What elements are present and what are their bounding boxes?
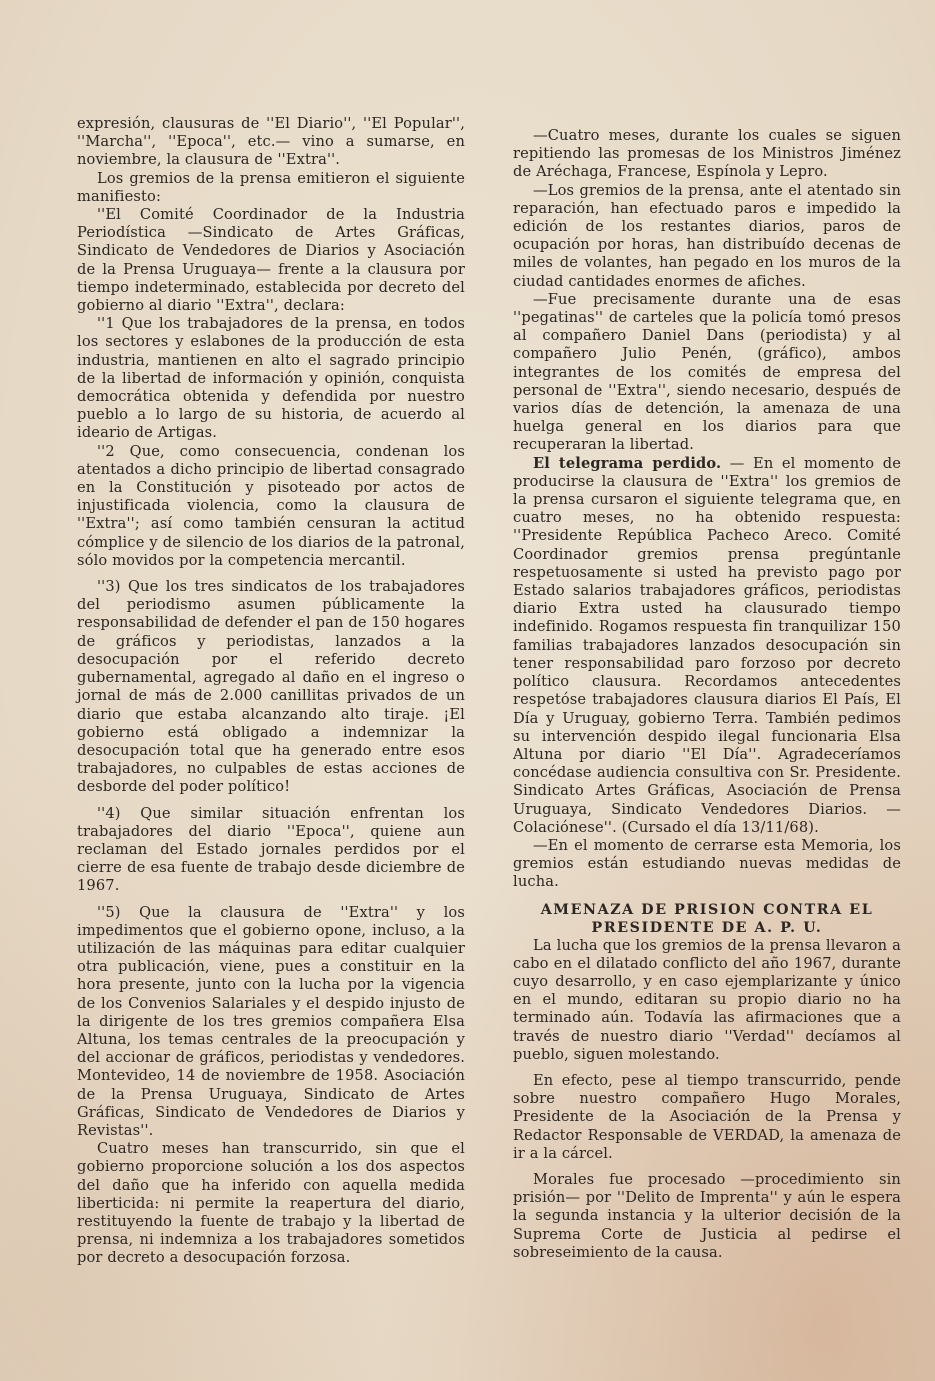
paragraph: Morales fue procesado —procedimiento sin prisión— por ''Delito de Imprenta'' y aún le espera la segunda instancia y la ulterior decisión de la Suprema Corte de Justicia al pedirse el sobreseimiento de la causa. [513, 1170, 901, 1261]
telegram-paragraph [513, 455, 901, 837]
paragraph: En efecto, pese al tiempo transcurrido, pende sobre nuestro compañero Hugo Morales, Presidente de la Asociación de la Prensa y Redactor Responsable de VERDAD, la amenaza de ir a la cárcel. [513, 1071, 901, 1162]
left-column [77, 115, 465, 1268]
paragraph: —Fue precisamente durante una de esas ''pegatinas'' de carteles que la policía tomó presos al compañero Daniel Dans (periodista) y al compañero Julio Penén, (gráfico), ambos integrantes de los comités de empresa del personal de ''Extra'', siendo necesario, después de varios días de detención, la amenaza de una huelga general en los diarios para que recuperaran la libertad. [513, 290, 901, 454]
section-heading [513, 901, 901, 937]
paragraph: Cuatro meses han transcurrido, sin que el gobierno proporcione solución a los dos aspectos del daño que ha inferido con aquella medida liberticida: ni permite la reapertura del diario, restituyendo la fuente de trabajo y la libertad de prensa, ni indemniza a los trabajadores sometidos por decreto a desocupación forzosa. [77, 1140, 465, 1267]
heading-line: AMENAZA DE PRISION CONTRA EL [540, 901, 874, 918]
manifesto-point-4: ''4) Que similar situación enfrentan los trabajadores del diario ''Epoca'', quiene aun reclaman del Estado jornales perdidos por el cierre de esa fuente de trabajo desde diciembre de 1967. [77, 804, 465, 895]
paragraph: expresión, clausuras de ''El Diario'', ''El Popular'', ''Marcha'', ''Epoca'', etc.— vino a sumarse, en noviembre, la clausura de ''Extra''. [77, 115, 465, 169]
manifesto-point-3: ''3) Que los tres sindicatos de los trabajadores del periodismo asumen públicamente la responsabilidad de defender el pan de 150 hogares de gráficos y periodistas, lanzados a la desocupación por el referido decreto gubernamental, agregado al daño en el ingreso o jornal de más de 2.000 canillitas privados de un diario que estaba alcanzando alto tiraje. ¡El gobierno está obligado a indemnizar la desocupación total que ha generado entre esos trabajadores, no culpables de estas acciones de desborde del poder político! [77, 578, 465, 796]
manifesto-point-5: ''5) Que la clausura de ''Extra'' y los impedimentos que el gobierno opone, incluso, a la utilización de las máquinas para editar cualquier otra publicación, viene, pues a constituir en la hora presente, junto con la lucha por la vigencia de los Convenios Salariales y el despido injusto de la dirigente de los tres gremios compañera Elsa Altuna, los temas centrales de la preocupación y del accionar de gráficos, periodistas y vendedores. Montevideo, 14 de noviembre de 1958. Asociación de la Prensa Uruguaya, Sindicato de Artes Gráficas, Sindicato de Vendedores de Diarios y Revistas''. [77, 903, 465, 1139]
right-column [513, 127, 901, 1262]
manifesto-intro: ''El Comité Coordinador de la Industria Periodística —Sindicato de Artes Gráficas, Sindicato de Vendedores de Diarios y Asociación de la Prensa Uruguaya— frente a la clausura por tiempo indeterminado, establecida por decreto del gobierno al diario ''Extra'', declara: [77, 206, 465, 315]
manifesto-point-2: ''2 Que, como consecuencia, condenan los atentados a dicho principio de libertad consagrado en la Constitución y pisoteado por actos de injustificada violencia, como la clausura de ''Extra''; así como también censuran la actitud cómplice y de silencio de los diarios de la patronal, sólo movidos por la competencia mercantil. [77, 442, 465, 569]
heading-line: PRESIDENTE DE A. P. U. [591, 919, 823, 936]
closing-note: —En el momento de cerrarse esta Memoria, los gremios están estudiando nuevas medidas de lucha. [513, 836, 901, 891]
paragraph: La lucha que los gremios de la prensa llevaron a cabo en el dilatado conflicto del año 1967, durante cuyo desarrollo, y en caso ejemplarizante y único en el mundo, editaran su propio diario no ha terminado aún. Todavía las afirmaciones que a través de nuestro diario ''Verdad'' decíamos al pueblo, siguen molestando. [513, 936, 901, 1063]
paragraph: Los gremios de la prensa emitieron el siguiente manifiesto: [77, 169, 465, 205]
paragraph: —Los gremios de la prensa, ante el atentado sin reparación, han efectuado paros e impedido la edición de los restantes diarios, paros de ocupación por horas, han distribuído decenas de miles de volantes, han pegado en los muros de la ciudad cantidades enormes de afiches. [513, 181, 901, 290]
paragraph: —Cuatro meses, durante los cuales se siguen repitiendo las promesas de los Ministros Jiménez de Aréchaga, Francese, Espínola y Lepro. [513, 127, 901, 181]
telegram-text: — En el momento de producirse la clausura de ''Extra'' los gremios de la prensa cursaron el siguiente telegrama que, en cuatro meses, no ha obtenido respuesta: ''Presidente República Pacheco Areco. Comité Coordinador gremios prensa pregúntanle respetuosamente si usted ha previsto pago por Estado salarios trabajadores gráficos, periodistas diario Extra usted ha clausurado tiempo indefinido. Rogamos respuesta fin tranquilizar 150 familias trabajadores lanzados desocupación sin tener responsabilidad paro forzoso por decreto político clausura. Recordamos antecedentes respetóse trabajadores clausura diarios El País, El Día y Uruguay, gobierno Terra. También pedimos su intervención despido ilegal funcionaria Elsa Altuna por diario ''El Día''. Agradeceríamos concédase audiencia consultiva con Sr. Presidente. Sindicato Artes Gráficas, Asociación de Prensa Uruguaya, Sindicato Vendedores Diarios. — Colaciónese''. (Cursado el día 13/11/68). [513, 454, 901, 836]
telegram-subheading: El telegrama perdido. [533, 454, 722, 472]
manifesto-point-1: ''1 Que los trabajadores de la prensa, en todos los sectores y eslabones de la producción de esta industria, mantienen en alto el sagrado principio de la libertad de información y opinión, conquista democrática obtenida y defendida por nuestro pueblo a lo largo de su historia, de acuerdo al ideario de Artigas. [77, 315, 465, 442]
